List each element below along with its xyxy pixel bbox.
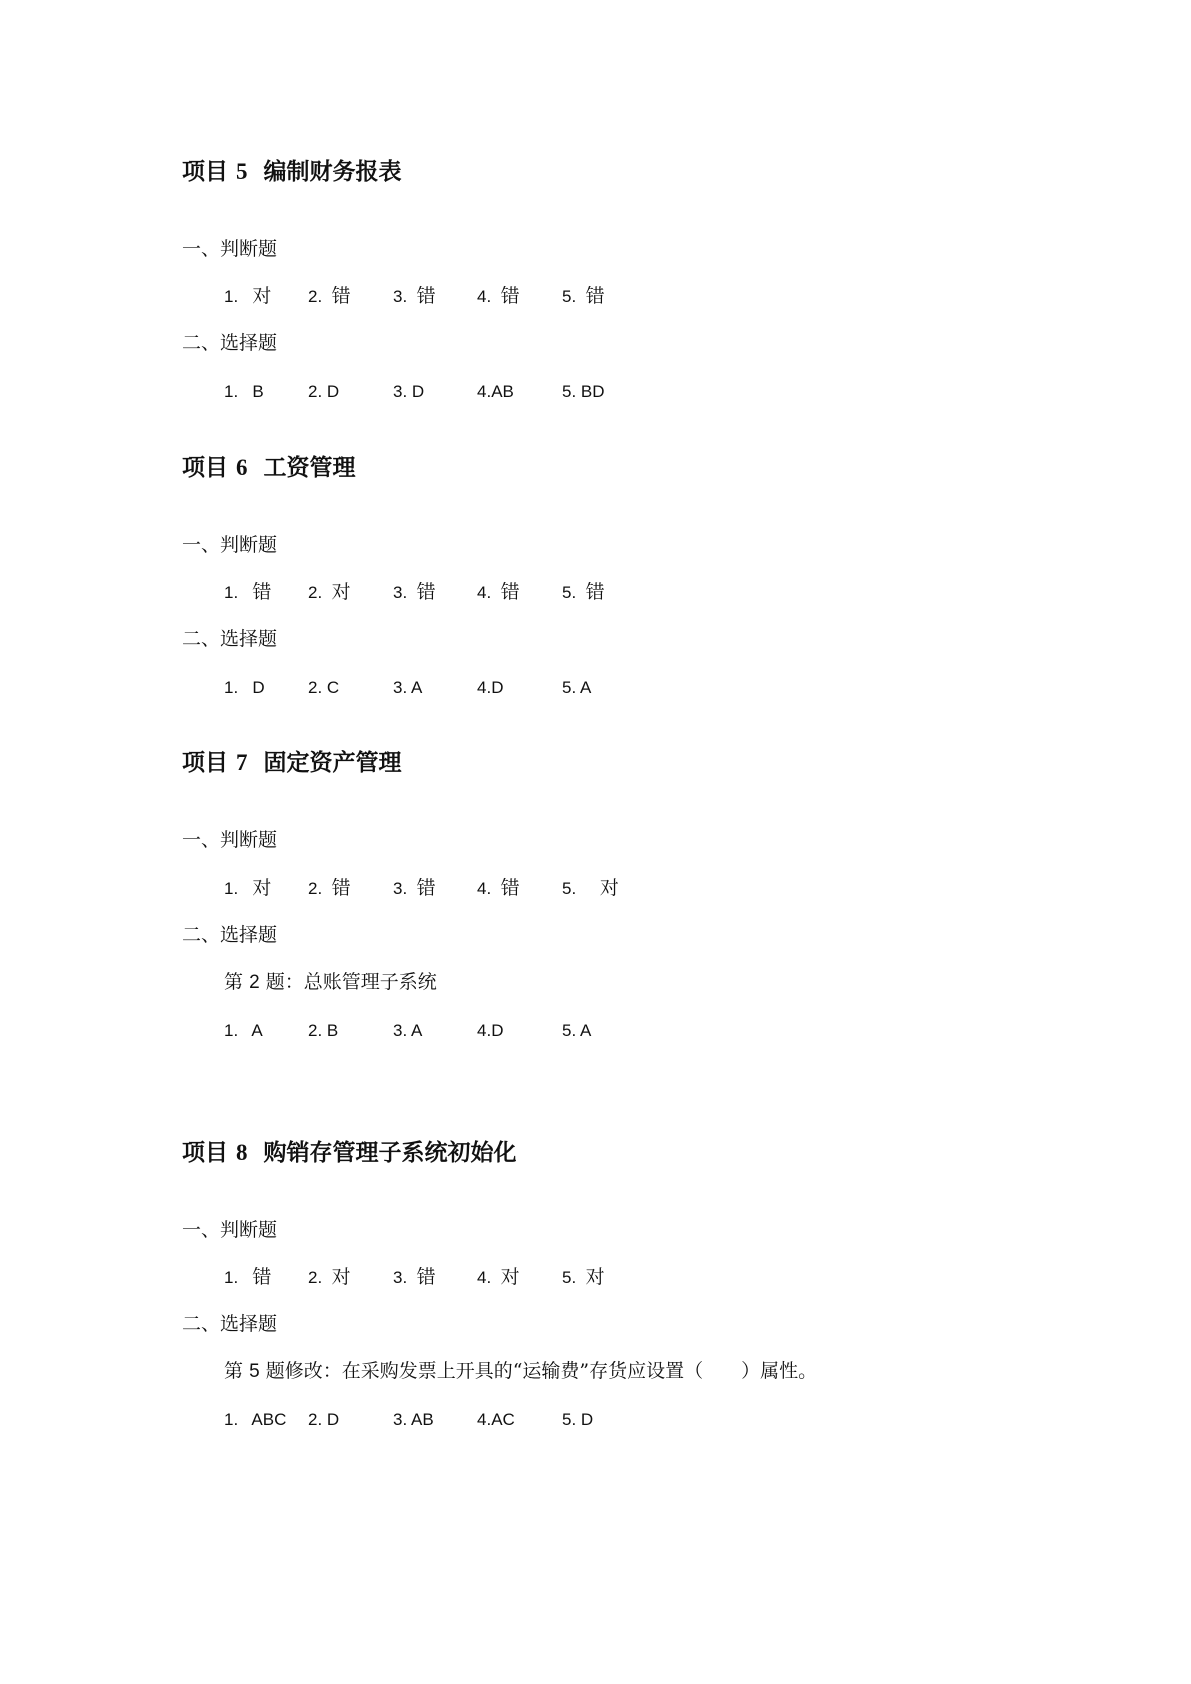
answer-item [393,876,436,901]
answer-number: 5. [562,583,577,602]
answer-number: 2. [308,879,323,898]
answer-item [562,876,619,901]
answer-value: A [579,1021,592,1040]
section-title: 固定资产管理 [263,749,402,776]
answer-item [308,676,339,700]
section-title: 编制财务报表 [263,158,402,185]
answer-number: 2. [308,1021,323,1040]
answer-item [477,676,503,700]
answer-item [562,676,591,700]
answer-number: 5. [562,1021,577,1040]
note-text: 题修改：在采购发票上开具的“运输费”存货应设置（ ）属性。 [265,1360,818,1382]
answer-item [393,1265,436,1290]
answer-value: 对 [599,877,619,899]
section-heading: 项目 7 固定资产管理 [182,749,402,776]
answer-item [308,876,351,901]
answer-number: 3. [393,1410,408,1429]
section-number: 8 [236,1140,248,1165]
note-text: 题：总账管理子系统 [265,971,437,993]
answer-number: 3. [393,678,408,697]
answer-item [562,1408,593,1432]
answer-number: 5. [562,879,577,898]
answer-item [224,1408,286,1432]
answer-item [477,284,520,309]
answer-value: 错 [585,581,605,603]
answer-item [477,380,514,404]
answer-item [224,876,271,901]
answer-item [308,580,351,605]
answer-number: 3. [393,1021,408,1040]
question-note [224,1358,817,1385]
answer-number: 2. [308,583,323,602]
section-heading: 项目 8 购销存管理子系统初始化 [182,1139,517,1166]
true-false-label: 一、判断题 [182,829,278,851]
answer-value: 错 [252,581,272,603]
answer-value: D [580,1410,594,1429]
answer-item [477,876,520,901]
answer-number: 4. [477,1021,492,1040]
answer-number: 5. [562,1268,577,1287]
answer-value: A [251,1021,263,1040]
answer-item [562,580,605,605]
answer-value: D [252,678,265,697]
answer-number: 5. [562,1410,577,1429]
answer-value: 错 [331,877,351,899]
answer-item [562,1019,591,1043]
answer-value: BD [580,382,605,401]
answer-value: 错 [416,285,436,307]
answer-number: 2. [308,1410,323,1429]
answer-value: C [326,678,340,697]
note-number: 2 [249,972,260,993]
answer-value: D [411,382,425,401]
answer-number: 3. [393,1268,408,1287]
answer-value: D [491,1021,504,1040]
answer-value: 错 [416,1266,436,1288]
answer-value: AB [410,1410,434,1429]
answer-value: 对 [252,877,272,899]
answer-value: 错 [252,1266,272,1288]
answer-value: 对 [500,1266,520,1288]
answer-number: 4. [477,382,492,401]
answer-value: 对 [585,1266,605,1288]
answer-value: A [410,678,423,697]
answer-value: D [491,678,504,697]
answer-item [224,676,265,700]
answer-number: 1. [224,1410,239,1429]
answer-item [393,676,422,700]
answer-value: 错 [500,285,520,307]
answer-item [477,1265,520,1290]
true-false-label: 一、判断题 [182,1219,278,1241]
answer-number: 1. [224,1021,239,1040]
answer-item [308,1265,351,1290]
answer-value: AC [491,1410,515,1429]
section-heading: 项目 5 编制财务报表 [182,158,402,185]
answer-number: 4. [477,879,492,898]
answer-value: 错 [500,581,520,603]
answer-value: 错 [585,285,605,307]
answer-item [477,580,520,605]
answer-number: 1. [224,1268,239,1287]
answer-number: 5. [562,678,577,697]
answer-value: A [410,1021,423,1040]
answer-number: 3. [393,583,408,602]
answer-item [224,380,264,404]
answer-item [224,1265,271,1290]
answer-item [562,1265,605,1290]
section-number: 7 [236,750,248,775]
note-prefix: 第 [224,1360,244,1382]
answer-number: 2. [308,287,323,306]
answer-number: 3. [393,287,408,306]
question-note [224,969,437,996]
answer-value: A [579,678,592,697]
answer-item [477,1408,515,1432]
answer-number: 4. [477,583,492,602]
answer-value: 对 [252,285,272,307]
true-false-label: 一、判断题 [182,534,278,556]
answer-value: D [326,1410,340,1429]
answer-item [308,284,351,309]
section-heading: 项目 6 工资管理 [182,454,356,481]
section-title: 购销存管理子系统初始化 [263,1139,517,1166]
answer-value: 对 [331,581,351,603]
answer-item [308,1019,338,1043]
answer-number: 3. [393,382,408,401]
multiple-choice-label: 二、选择题 [182,1313,278,1335]
answer-value: 错 [416,581,436,603]
answer-value: ABC [251,1410,287,1429]
answer-item [477,1019,503,1043]
answer-number: 2. [308,382,323,401]
answer-value: B [252,382,264,401]
section-number: 6 [236,455,248,480]
note-number: 5 [249,1361,260,1382]
answer-item [393,580,436,605]
true-false-label: 一、判断题 [182,238,278,260]
section-title: 工资管理 [263,454,356,481]
answer-item [393,1408,434,1432]
answer-value: 对 [331,1266,351,1288]
multiple-choice-label: 二、选择题 [182,332,278,354]
answer-item [393,284,436,309]
answer-number: 4. [477,678,492,697]
answer-value: AB [491,382,514,401]
answer-item [393,380,424,404]
answer-item [562,380,605,404]
section-number: 5 [236,159,248,184]
answer-value: 错 [500,877,520,899]
answer-item [562,284,605,309]
answer-item [393,1019,422,1043]
answer-value: B [326,1021,339,1040]
answer-number: 1. [224,287,239,306]
answer-number: 1. [224,583,239,602]
answer-number: 5. [562,382,577,401]
answer-number: 4. [477,287,492,306]
answer-number: 1. [224,382,239,401]
answer-number: 3. [393,879,408,898]
answer-item [224,580,271,605]
answer-number: 4. [477,1410,492,1429]
answer-number: 2. [308,678,323,697]
multiple-choice-label: 二、选择题 [182,628,278,650]
answer-item [308,1408,339,1432]
answer-number: 1. [224,879,239,898]
answer-value: 错 [331,285,351,307]
answer-number: 4. [477,1268,492,1287]
answer-item [224,284,271,309]
answer-item [224,1019,263,1043]
multiple-choice-label: 二、选择题 [182,924,278,946]
answer-number: 5. [562,287,577,306]
answer-number: 2. [308,1268,323,1287]
answer-value: 错 [416,877,436,899]
answer-item [308,380,339,404]
note-prefix: 第 [224,971,244,993]
answer-value: D [326,382,340,401]
answer-number: 1. [224,678,239,697]
